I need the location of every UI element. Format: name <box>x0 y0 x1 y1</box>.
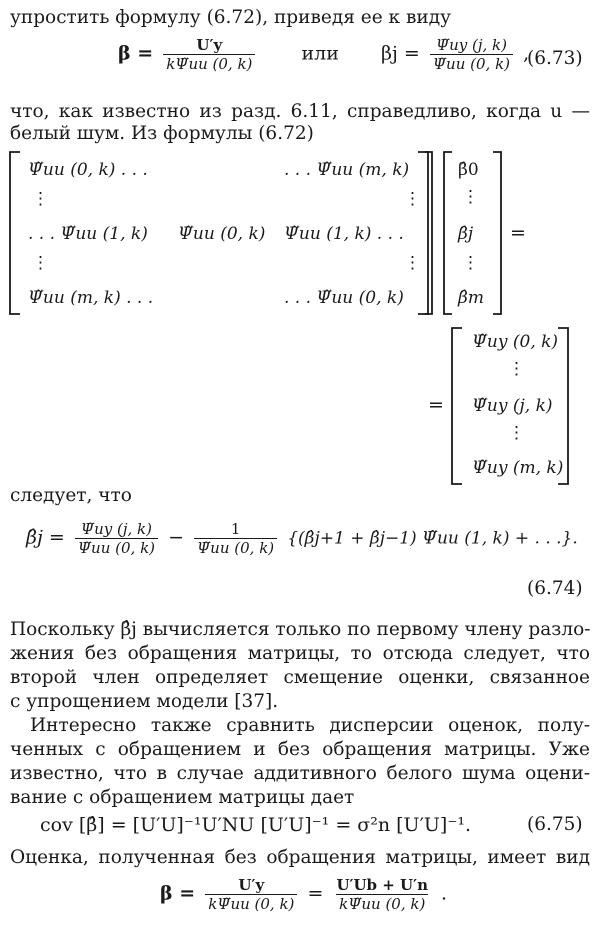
matrix-r3c2: Ψ̃uu (0, k) <box>178 224 266 244</box>
vector-beta-0: β̂0 <box>458 160 479 180</box>
eq76-frac1-denominator: kΨ̃uu (0, k) <box>205 894 297 913</box>
eq76-trail: . <box>441 882 448 905</box>
equation-6-74 <box>26 520 578 557</box>
eq76-beta: β = <box>160 882 196 905</box>
eq74-fraction-2 <box>194 520 277 557</box>
equation-final <box>160 876 447 913</box>
eq76-equals: = <box>307 882 324 905</box>
matrix-vdots-2: ⋮ <box>404 189 421 209</box>
paragraph-2-line-4: вание с обращением матрицы дает <box>10 787 355 808</box>
matrix-r5c2: . . . Ψ̃uu (0, k) <box>284 288 404 308</box>
rhs-vdots-2: ⋮ <box>508 423 525 443</box>
paragraph-2-line-3: известно, что в случае аддитивного белого шума оцени- <box>10 763 590 784</box>
equation-6-75: cov [β̂] = [U′U]⁻¹U′NU [U′U]⁻¹ = σ²n [U′U]⁻¹. <box>40 814 471 836</box>
matrix-equals: = <box>510 222 526 244</box>
equation-number-6-74: (6.74) <box>527 578 583 599</box>
vector-beta-j: β̂j <box>458 224 474 244</box>
text-line-3: белый шум. Из формулы (6.72) <box>10 123 314 144</box>
eq74-minus: − <box>168 526 184 549</box>
text-line-2: что, как известно из разд. 6.11, справедливо, когда u — <box>10 101 590 122</box>
eq73-frac1-numerator: U′y <box>196 36 223 54</box>
eq74-tail: {(β̂j+1 + β̂j−1) Ψ̃uu (1, k) + . . .}. <box>287 528 578 549</box>
paragraph-1-line-4: с упрощением модели [37]. <box>10 691 279 712</box>
eq76-frac2-denominator: kΨ̃uu (0, k) <box>336 894 428 913</box>
eq73-frac2-denominator: Ψ̃uu (0, k) <box>430 54 513 73</box>
matrix-vdots-4: ⋮ <box>404 253 421 273</box>
matrix-r1c2: . . . Ψ̃uu (m, k) <box>284 160 410 180</box>
eq74-frac2-denominator: Ψ̃uu (0, k) <box>194 538 277 557</box>
vector-vdots-2: ⋮ <box>462 253 479 273</box>
eq73-trail: , <box>523 42 530 65</box>
rhs-vdots-1: ⋮ <box>508 359 525 379</box>
text-line-1: упростить формулу (6.72), приведя ее к виду <box>10 7 452 28</box>
matrix-r3c1: . . . Ψ̃uu (1, k) <box>28 224 148 244</box>
eq74-lhs: β̂j = <box>26 526 65 549</box>
equation-number-6-73: (6.73) <box>527 48 583 69</box>
eq73-beta-j: βj = <box>381 42 420 65</box>
eq74-frac1-denominator: Ψ̃uu (0, k) <box>75 538 158 557</box>
paragraph-1-line-1: Поскольку β̂j вычисляется только по первому члену разло- <box>10 619 591 640</box>
vector-vdots-1: ⋮ <box>462 187 479 207</box>
text-line-4: следует, что <box>10 485 132 506</box>
equation-number-6-75: (6.75) <box>527 814 583 835</box>
rhs-r2: Ψ̃uy (j, k) <box>472 396 553 416</box>
eq74-frac2-numerator: 1 <box>230 520 241 538</box>
eq73-frac1-denominator: kΨ̃uu (0, k) <box>163 54 255 73</box>
vector-beta-m: β̂m <box>458 288 484 308</box>
eq73-beta: β = <box>118 42 154 65</box>
paragraph-2-line-2: ченных с обращением и без обращения матрицы. Уже <box>10 739 590 760</box>
eq74-fraction-1 <box>75 520 158 557</box>
eq76-frac1-numerator: U′y <box>238 876 265 894</box>
eq73-frac2-numerator: Ψ̃uy (j, k) <box>435 36 507 54</box>
rhs-r1: Ψ̃uy (0, k) <box>472 332 559 352</box>
paragraph-2-line-1: Интересно также сравнить дисперсии оценок, полу- <box>30 715 590 736</box>
matrix-r3c3: Ψ̃uu (1, k) . . . <box>284 224 404 244</box>
eq76-fraction-1 <box>205 876 297 913</box>
matrix-vdots-1: ⋮ <box>32 189 49 209</box>
paragraph-1-line-2: жения без обращения матрицы, то отсюда следует, что <box>10 643 590 664</box>
rhs-r3: Ψ̃uy (m, k) <box>472 458 564 478</box>
eq74-frac1-numerator: Ψ̃uy (j, k) <box>80 520 152 538</box>
matrix-vdots-3: ⋮ <box>32 253 49 273</box>
eq76-frac2-numerator: U′Ub + U′n <box>336 876 428 894</box>
text-line-5: Оценка, полученная без обращения матрицы, имеет вид <box>10 847 590 868</box>
eq76-fraction-2 <box>333 876 431 913</box>
matrix-r5c1: Ψ̃uu (m, k) . . . <box>28 288 154 308</box>
eq73-or: или <box>301 42 339 65</box>
matrix-r1c1: Ψ̃uu (0, k) . . . <box>28 160 148 180</box>
rhs-equals: = <box>428 394 444 416</box>
paragraph-1-line-3: второй член определяет смещение оценки, связанное <box>10 667 590 688</box>
